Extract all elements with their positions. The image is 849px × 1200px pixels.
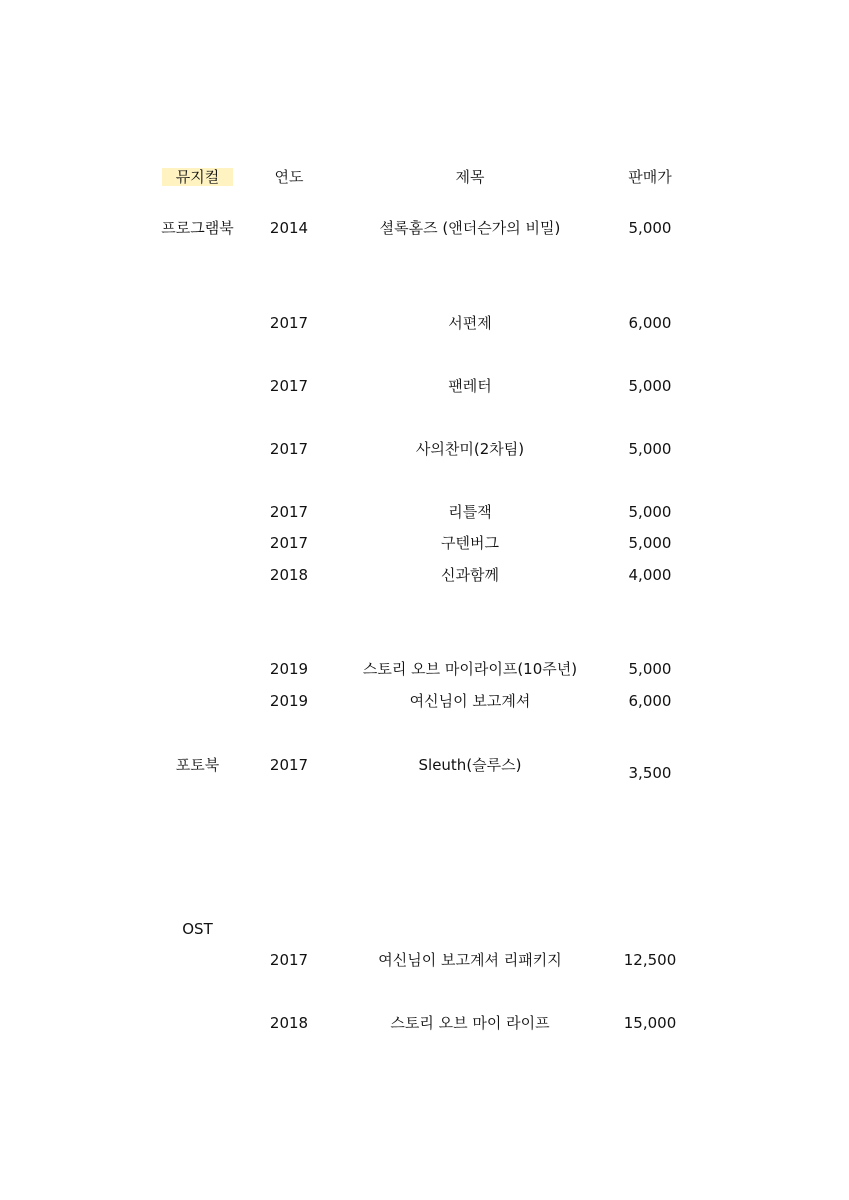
row-price: 5,000	[628, 660, 672, 678]
header-price: 판매가	[628, 168, 672, 186]
row-title: 사의찬미(2차팀)	[415, 440, 525, 458]
row-price: 3,500	[628, 764, 672, 782]
row-title: 구텐버그	[441, 534, 499, 552]
header-category-label: 뮤지컬	[162, 168, 233, 186]
row-price: 5,000	[628, 534, 672, 552]
row-price: 5,000	[628, 219, 672, 237]
row-price: 5,000	[628, 377, 672, 395]
row-price: 15,000	[623, 1014, 677, 1032]
row-price: 4,000	[628, 566, 672, 584]
row-title: 서편제	[448, 314, 492, 332]
section-category-ost: OST	[182, 920, 213, 938]
row-title: 스토리 오브 마이라이프(10주년)	[362, 660, 578, 678]
row-year: 2018	[269, 566, 309, 584]
row-year: 2017	[269, 756, 309, 774]
section-category-programbook: 프로그램북	[161, 219, 234, 237]
row-price: 5,000	[628, 503, 672, 521]
row-title: 리틀잭	[448, 503, 492, 521]
row-year: 2017	[269, 534, 309, 552]
row-title: 여신님이 보고계셔	[409, 692, 531, 710]
row-year: 2019	[269, 660, 309, 678]
row-year: 2014	[269, 219, 309, 237]
row-title: 스토리 오브 마이 라이프	[390, 1014, 550, 1032]
header-year: 연도	[274, 168, 304, 186]
row-title: 팬레터	[448, 377, 492, 395]
row-price: 12,500	[623, 951, 677, 969]
section-category-photobook: 포토북	[175, 756, 220, 774]
row-title: 셜록홈즈 (앤더슨가의 비밀)	[379, 219, 561, 237]
row-year: 2019	[269, 692, 309, 710]
row-title: Sleuth(슬루스)	[418, 756, 522, 774]
row-year: 2017	[269, 314, 309, 332]
row-year: 2018	[269, 1014, 309, 1032]
row-title: 신과함께	[441, 566, 499, 584]
row-price: 6,000	[628, 314, 672, 332]
row-price: 6,000	[628, 692, 672, 710]
header-title: 제목	[455, 168, 485, 186]
row-price: 5,000	[628, 440, 672, 458]
header-category	[120, 167, 275, 187]
row-title: 여신님이 보고계셔 리패키지	[378, 951, 562, 969]
row-year: 2017	[269, 951, 309, 969]
row-year: 2017	[269, 377, 309, 395]
row-year: 2017	[269, 503, 309, 521]
row-year: 2017	[269, 440, 309, 458]
